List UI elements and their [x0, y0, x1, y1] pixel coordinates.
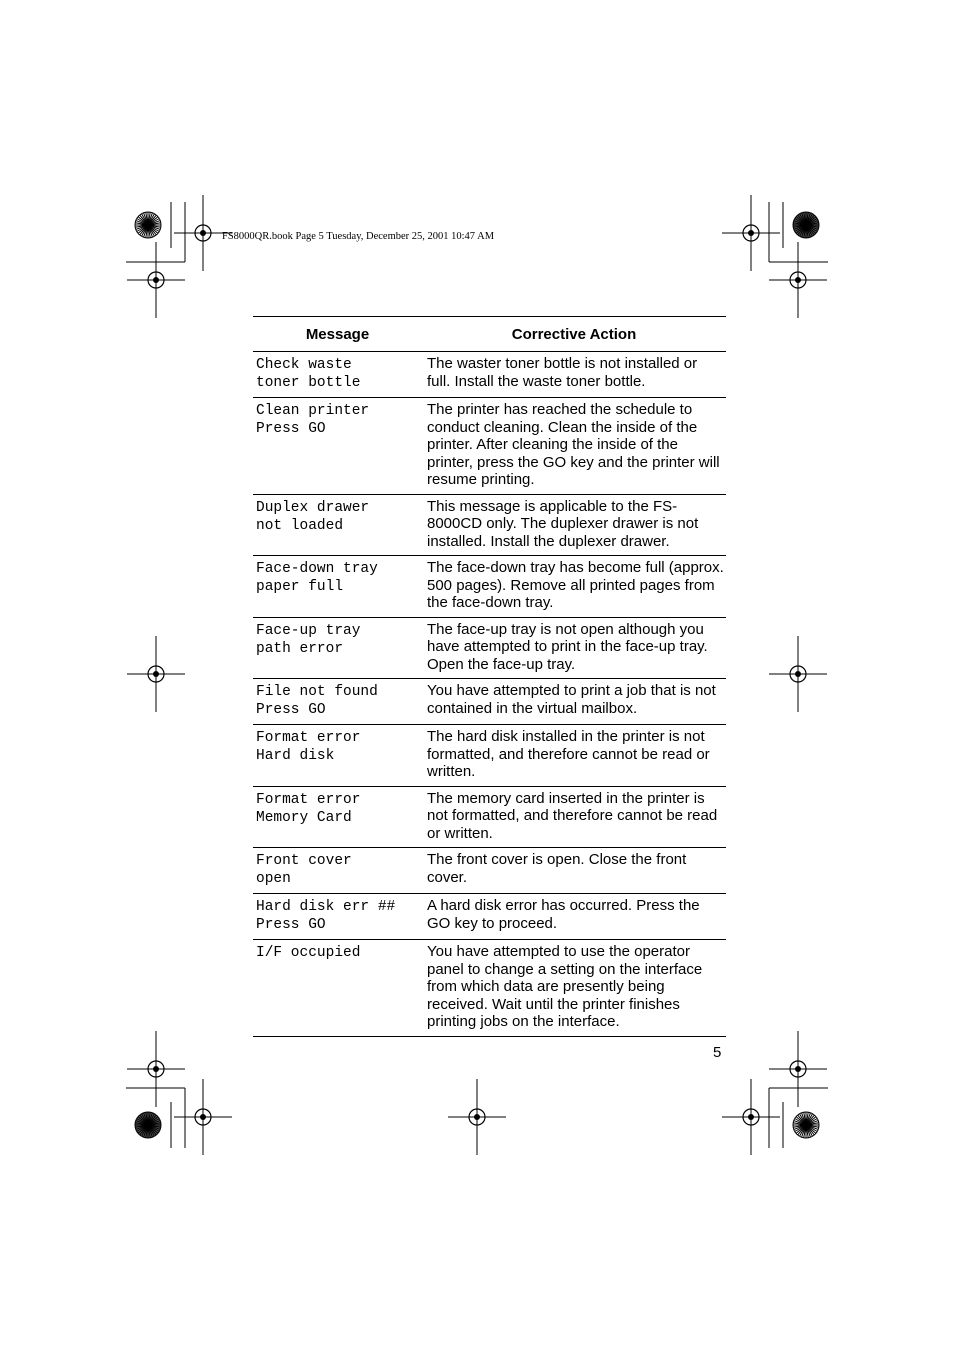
table-header-row [253, 317, 726, 352]
message-cell: Face-down tray paper full [253, 556, 422, 618]
table-row [253, 494, 726, 556]
table-row [253, 940, 726, 1037]
message-cell: Format error Memory Card [253, 786, 422, 848]
action-cell: This message is applicable to the FS-8000CD only. The duplexer drawer is not installed. Install the duplexer drawer. [422, 494, 726, 556]
table-row [253, 352, 726, 398]
message-cell: Front cover open [253, 848, 422, 894]
page-number: 5 [713, 1044, 722, 1061]
table-row [253, 848, 726, 894]
action-cell: You have attempted to print a job that is not contained in the virtual mailbox. [422, 679, 726, 725]
error-message-table [253, 316, 726, 1037]
message-cell: Format error Hard disk [253, 725, 422, 787]
message-cell: Duplex drawer not loaded [253, 494, 422, 556]
action-cell: The hard disk installed in the printer is not formatted, and therefore cannot be read or written. [422, 725, 726, 787]
table-row [253, 398, 726, 495]
action-cell: A hard disk error has occurred. Press the GO key to proceed. [422, 894, 726, 940]
table-row [253, 725, 726, 787]
action-cell: The front cover is open. Close the front cover. [422, 848, 726, 894]
action-cell: The waster toner bottle is not installed or full. Install the waste toner bottle. [422, 352, 726, 398]
message-cell: File not found Press GO [253, 679, 422, 725]
message-cell: Face-up tray path error [253, 617, 422, 679]
message-cell: I/F occupied [253, 940, 422, 1037]
table-row [253, 617, 726, 679]
table-row [253, 786, 726, 848]
action-cell: The face-down tray has become full (approx. 500 pages). Remove all printed pages from the face-down tray. [422, 556, 726, 618]
print-header: FS8000QR.book Page 5 Tuesday, December 25, 2001 10:47 AM [222, 231, 495, 242]
action-cell: The face-up tray is not open although you have attempted to print in the face-up tray. Open the face-up tray. [422, 617, 726, 679]
message-cell: Check waste toner bottle [253, 352, 422, 398]
table-row [253, 556, 726, 618]
message-cell: Clean printer Press GO [253, 398, 422, 495]
table-row [253, 894, 726, 940]
column-header-message: Message [253, 317, 422, 352]
action-cell: You have attempted to use the operator panel to change a setting on the interface from which data are presently being received. Wait until the printer finishes printing jobs on the interface. [422, 940, 726, 1037]
action-cell: The memory card inserted in the printer is not formatted, and therefore cannot be read or written. [422, 786, 726, 848]
message-cell: Hard disk err ## Press GO [253, 894, 422, 940]
action-cell: The printer has reached the schedule to conduct cleaning. Clean the inside of the printer. After cleaning the inside of the printer, press the GO key and the printer will resume printing. [422, 398, 726, 495]
column-header-corrective-action: Corrective Action [422, 317, 726, 352]
table-row [253, 679, 726, 725]
